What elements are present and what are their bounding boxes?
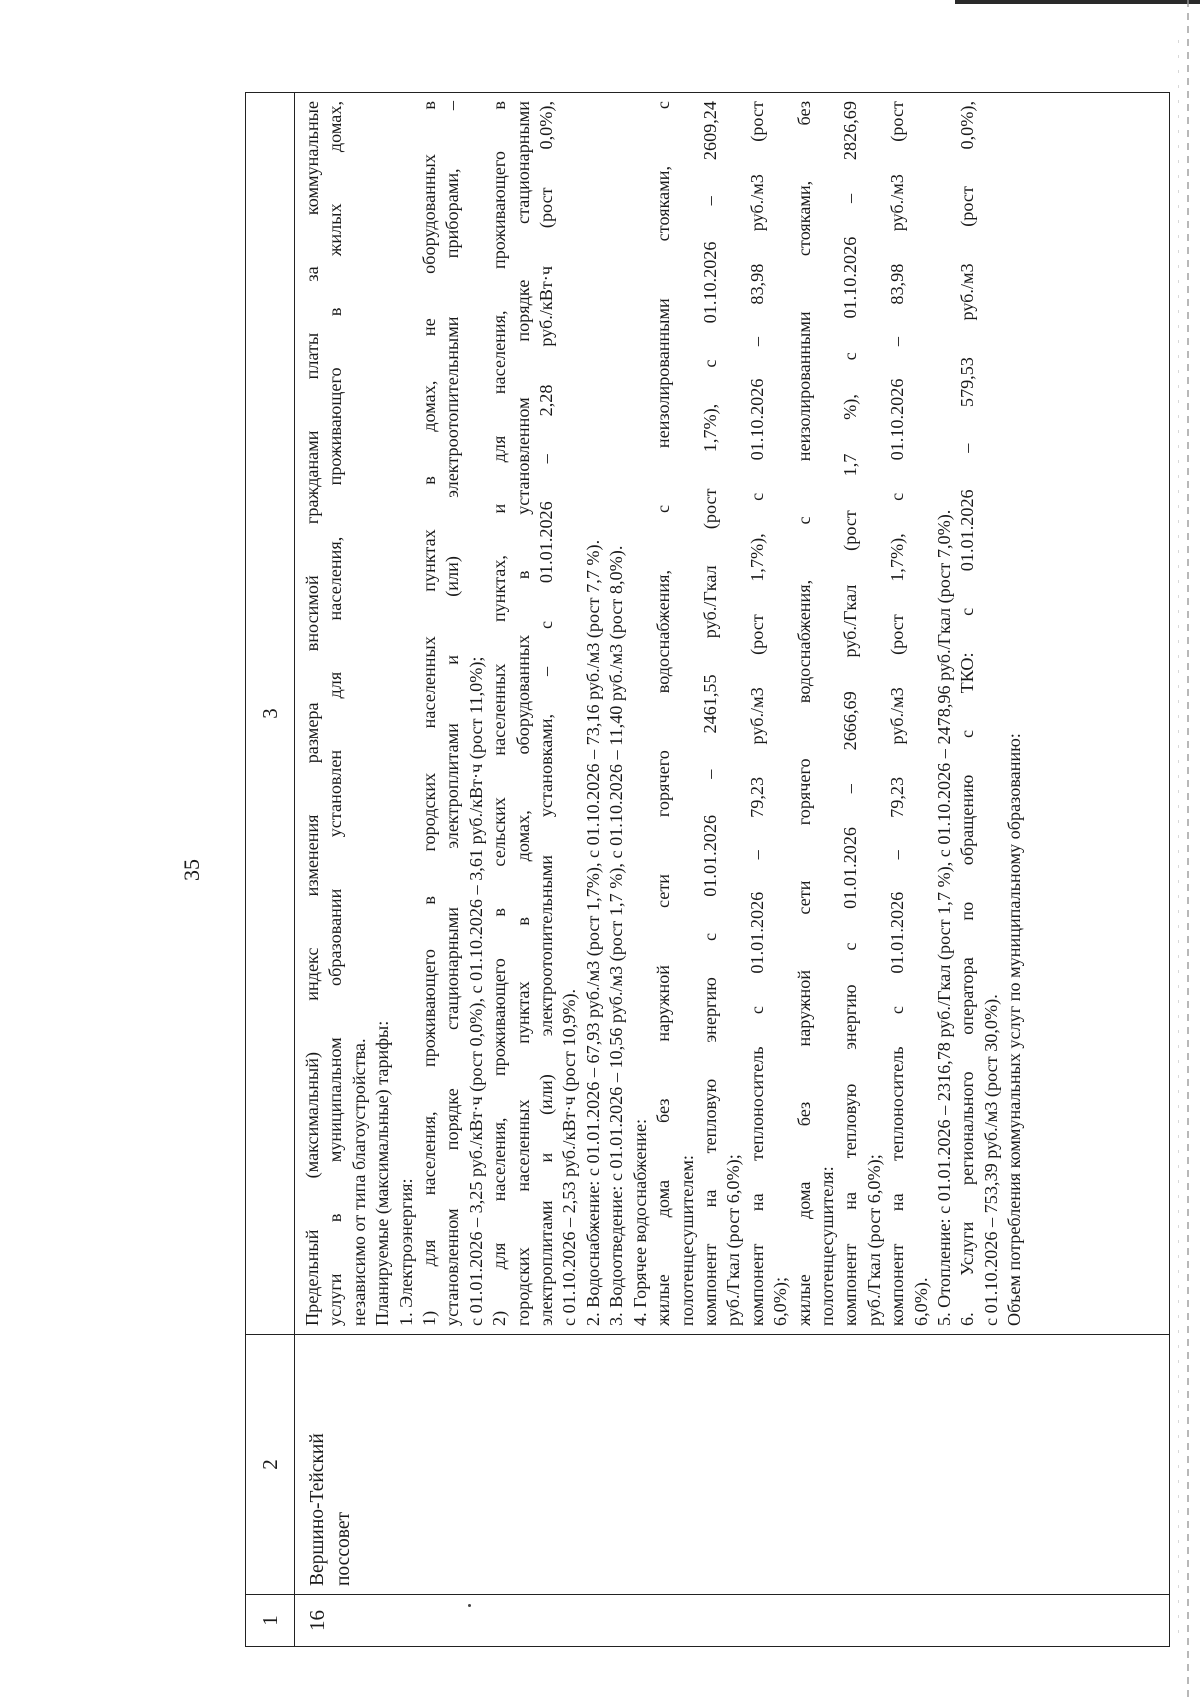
scan-edge-right: [1187, 0, 1189, 1698]
header-col-2: 2: [246, 1335, 295, 1595]
content-line: Предельный (максимальный) индекс изменения размера вносимой гражданами платы за коммунальные: [302, 101, 322, 1326]
table-row: [295, 93, 1170, 1647]
content-line: руб./Гкал (рост 6,0%);: [723, 1154, 744, 1326]
tariff-description: [295, 93, 1170, 1335]
content-line: полотенцесушителя:: [816, 1166, 837, 1326]
content-line: электроплитами и (или) электроотопительными установками, – с 01.01.2026 – 2,28 руб./кВт·ч (рост 0,0%),: [536, 101, 557, 1326]
page-number: 35: [179, 859, 204, 881]
content-line: городских населенных пунктах в домах, оборудованных в установленном порядке стационарными: [512, 101, 533, 1326]
content-line: 1. Электроэнергия:: [395, 1178, 416, 1326]
content-line: компонент на теплоноситель с 01.01.2026 – 79,23 руб./м3 (рост 1,7%), с 01.10.2026 – 83,98 руб./м3 (рост: [746, 101, 767, 1326]
content-line: руб./Гкал (рост 6,0%);: [863, 1154, 884, 1326]
content-line: услуги в муниципальном образовании установлен для населения, проживающего в жилых домах,: [325, 101, 346, 1326]
content-line: 4. Горячее водоснабжение:: [629, 1119, 650, 1326]
content-line: 6,0%).: [910, 1277, 931, 1326]
tariff-table: [245, 92, 1170, 1647]
content-line: 2. Водоснабжение: с 01.01.2026 – 67,93 руб./м3 (рост 1,7%), с 01.10.2026 – 73,16 руб./м3 (рост 7,7 %).: [582, 539, 603, 1326]
content-line: 1) для населения, проживающего в городских населенных пунктах в домах, не оборудованных в: [419, 101, 440, 1326]
header-col-3: 3: [246, 93, 295, 1335]
municipality-name-line: Вершино-Тейский: [307, 1433, 328, 1586]
header-col-1: 1: [246, 1595, 295, 1647]
content-line: установленном порядке стационарными электроплитами и (или) электроотопительными приборами, –: [442, 101, 463, 1326]
municipality-name: [295, 1335, 1170, 1595]
content-line: Планируемые (максимальные) тарифы:: [372, 1020, 393, 1326]
content-line: независимо от типа благоустройства.: [348, 1038, 369, 1326]
municipality-name-line: поссовет: [333, 1511, 354, 1586]
content-line: с 01.10.2026 – 753,39 руб./м3 (рост 30,0%).: [980, 994, 1001, 1326]
scan-edge-top: [955, 0, 1200, 4]
content-line: с 01.01.2026 – 3,25 руб./кВт·ч (рост 0,0%), с 01.10.2026 – 3,61 руб./кВт·ч (рост 11,0%);: [465, 656, 486, 1326]
content-line: полотенцесушителем:: [676, 1155, 697, 1326]
content-line: 2) для населения, проживающего в сельских населенных пунктах, и для населения, проживающего в: [489, 101, 510, 1326]
scan-edge-right-faint: [1178, 40, 1179, 1640]
content-line: компонент на тепловую энергию с 01.01.2026 – 2461,55 руб./Гкал (рост 1,7%), с 01.10.2026 – 2609,24: [699, 101, 720, 1326]
content-line: компонент на тепловую энергию с 01.01.2026 – 2666,69 руб./Гкал (рост 1,7 %), с 01.10.2026 – 2826,69: [840, 101, 861, 1326]
content-line: жилые дома без наружной сети горячего водоснабжения, с неизолированными стояками, без: [793, 101, 814, 1326]
content-line: 3. Водоотведение: с 01.01.2026 – 10,56 руб./м3 (рост 1,7 %), с 01.10.2026 – 11,40 руб./м3 (рост 8,0%).: [606, 545, 627, 1326]
content-line: Объем потребления коммунальных услуг по муниципальному образованию:: [1004, 733, 1025, 1326]
content-line: компонент на теплоноситель с 01.01.2026 – 79,23 руб./м3 (рост 1,7%), с 01.10.2026 – 83,98 руб./м3 (рост: [887, 101, 908, 1326]
rotated-page: [171, 93, 1170, 1647]
content-line: 6. Услуги регионального оператора по обращению с ТКО: с 01.01.2026 – 579,53 руб./м3 (рост 0,0%),: [957, 101, 978, 1326]
content-line: 6,0%);: [770, 1277, 791, 1326]
content-line: 5. Отопление: с 01.01.2026 – 2316,78 руб./Гкал (рост 1,7 %), с 01.10.2026 – 2478,96 руб./Гкал (рост 7,0%).: [933, 509, 954, 1326]
content-line: жилые дома без наружной сети горячего водоснабжения, с неизолированными стояками, с: [653, 101, 674, 1326]
content-line: с 01.10.2026 – 2,53 руб./кВт·ч (рост 10,9%).: [559, 988, 580, 1326]
row-number: 16: [295, 1595, 1170, 1647]
table-header-row: [246, 93, 295, 1647]
